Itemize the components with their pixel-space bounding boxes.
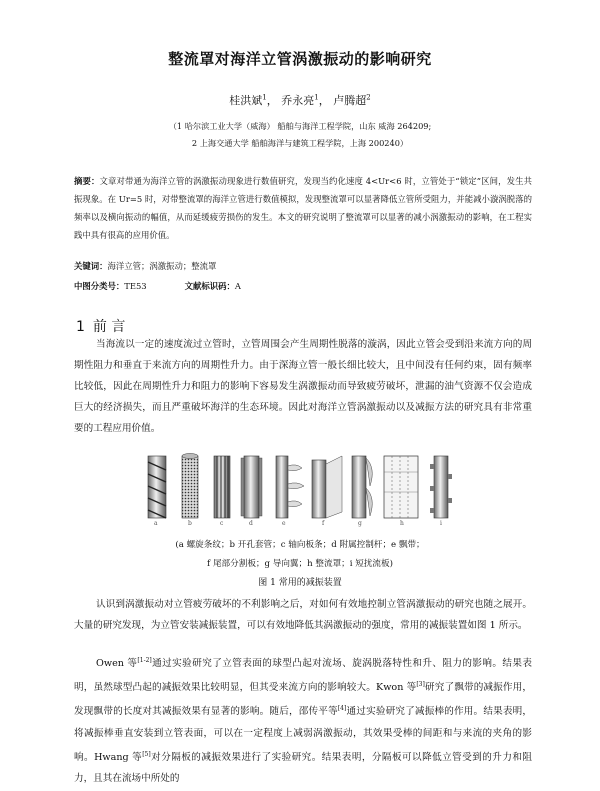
figure-1-devices: [142, 452, 462, 526]
guide-vanes-device: [352, 456, 372, 518]
paragraph-text: Owen 等: [96, 658, 138, 670]
citation-ref: [4]: [337, 705, 347, 713]
abstract-text: 文章对带通为海洋立管的涡激振动现象进行数值研究，发现当约化速度 4<Ur<6 时，立管处于“锁定”区间，发生共振现象。在 Ur=5 时，对带整流罩的海洋立管进行数值模拟，发现整流罩可以显著降低立管所受阻力，并能减小漩涡脱落的频率以及横向振动的幅值，从而延缓疲劳损伤的发生。本文的研究说明了整流罩可以显著的减小涡激振动的影响，在工程实践中具有很高的应用价值。: [74, 176, 532, 240]
affiliation-1: （1 哈尔滨工业大学（威海） 船舶与海洋工程学院，山东 威海 264209;: [168, 121, 432, 131]
figure-1-legend-line-1: (a 螺旋条纹；b 开孔套管；c 轴向板条；d 附属控制杆；e 飘带；: [175, 540, 425, 550]
author-separator: ，: [318, 94, 330, 107]
intro-paragraph-1: 当海流以一定的速度流过立管时，立管周围会产生周期性脱落的漩涡，因此立管会受到沿来流方向的周期性阻力和垂直于来流方向的周期性升力。由于深海立管一般长细比较大，且中间没有任何约束，固有频率比较低，因此在周期性升力和阻力的影响下容易发生涡激振动而导致疲劳破坏，泄漏的油气资源不仅会造成巨大的经济损失，而且严重破坏海洋的生态环境。因此对海洋立管涡激振动以及减振方法的研究具有非常重要的工程应用价值。: [74, 339, 532, 434]
axial-slats-device: [214, 456, 230, 518]
helical-strake-device: [148, 456, 166, 518]
author-affiliation-mark: 2: [366, 93, 371, 102]
subfigure-label: b: [188, 520, 192, 527]
section-heading: [76, 316, 125, 336]
figure-1-legend-line-2: f 尾部分割板；g 导向翼；h 整流罩；i 短扰流板): [207, 559, 393, 569]
author-line: [0, 92, 600, 108]
perforated-shroud-device: [182, 454, 198, 519]
clc-label: 中图分类号：: [74, 281, 125, 291]
author-name: 卢腾超: [333, 94, 367, 107]
subfigure-label: i: [440, 520, 442, 527]
subfigure-label: e: [282, 520, 286, 527]
paragraph-text: 研究了飘带的减振作用，发现飘带的长度对其减振效果有显著的影响。随后，邵传平等: [74, 682, 533, 718]
figure-1-subfigure-labels: [142, 520, 462, 530]
splitter-plate-device: [312, 456, 342, 518]
citation-ref: [1-2]: [137, 657, 152, 664]
citation-ref: [3]: [416, 681, 425, 689]
clc-value: TE53: [124, 281, 147, 291]
paragraph-text: 对分隔板的减振效果进行了实验研究。结果表明，分隔板可以降低立管受到的升力和阻力，且其在流场中所处的: [74, 751, 533, 784]
abstract: [74, 172, 532, 244]
author-affiliation-mark: 1: [262, 93, 267, 102]
subfigure-label: h: [400, 520, 404, 527]
subfigure-label: d: [249, 520, 253, 527]
spoiler-plates-device: [430, 456, 452, 518]
control-rods-device: [241, 456, 262, 518]
author-affiliation-mark: 1: [314, 93, 319, 102]
paragraph-text: 通过实验研究了减振棒的作用。结果表明，将减振棒垂直安装到立管表面，可以在一定程度上减弱涡激振动，其效果受棒的间距和与来流的夹角的影响。Hwang 等: [74, 706, 533, 763]
classification-line: [74, 280, 241, 292]
doc-code-value: A: [234, 281, 241, 291]
subfigure-label: f: [322, 520, 325, 527]
intro-paragraph-2: 认识到涡激振动对立管疲劳破坏的不利影响之后，对如何有效地控制立管涡激振动的研究也随之展开。大量的研究发现，为立管安装减振装置，可以有效地降低其涡激振动的强度，常用的减振装置如图 1 所示。: [74, 599, 532, 631]
abstract-label: 摘要：: [74, 176, 100, 186]
keywords-label: 关键词：: [74, 261, 108, 271]
subfigure-label: a: [154, 520, 158, 527]
paragraph-text: 通过实验研究了立管表面的球型凸起对流场、旋涡脱落特性和升、阻力的影响。结果表明，虽然球型凸起的减振效果比较明显，但其受来流方向的影响较大。Kwon 等: [74, 658, 533, 694]
fairing-device: [384, 456, 418, 518]
subfigure-label: g: [358, 520, 362, 527]
citation-ref: [5]: [142, 750, 151, 758]
subfigure-label: c: [220, 520, 224, 527]
keywords-text: 海洋立管；涡激振动；整流罩: [107, 261, 217, 271]
streamers-device: [276, 456, 304, 518]
section-number: 1: [76, 319, 85, 335]
author-name: 桂洪斌: [229, 94, 263, 107]
figure-1-title: 图 1 常用的减振装置: [258, 578, 342, 588]
keywords: [74, 260, 216, 272]
affiliation-2: 2 上海交通大学 船舶海洋与建筑工程学院，上海 200240）: [191, 138, 409, 148]
intro-paragraph-3: [74, 650, 532, 789]
section-title: 前 言: [92, 319, 126, 335]
doc-code-label: 文献标识码：: [184, 281, 235, 291]
author-name: 乔永亮: [281, 94, 315, 107]
author-separator: ，: [266, 94, 278, 107]
paper-title: 整流罩对海洋立管涡激振动的影响研究: [168, 50, 432, 68]
